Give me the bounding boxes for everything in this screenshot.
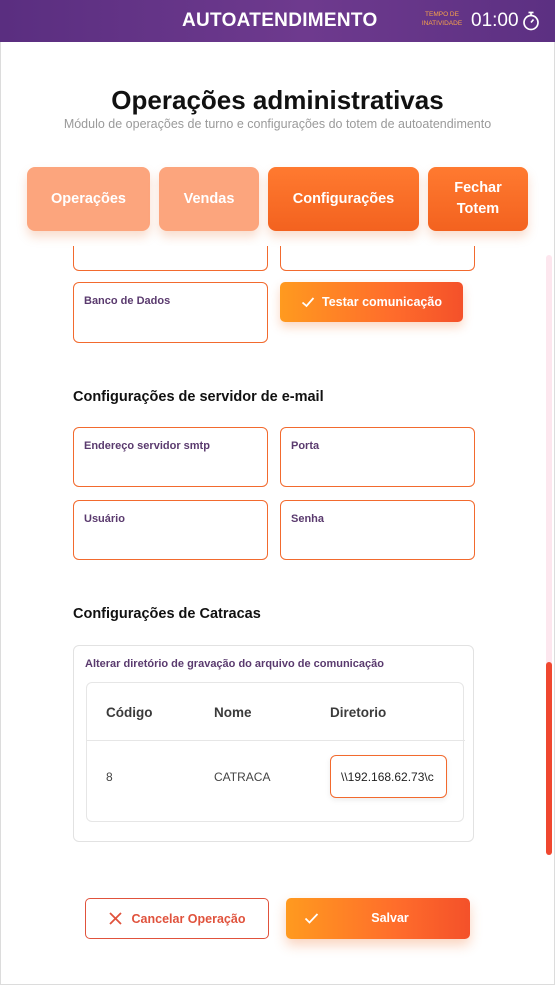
save-label: Salvar: [371, 911, 409, 925]
directory-input[interactable]: [330, 755, 447, 798]
save-button[interactable]: [286, 898, 470, 939]
email-section-heading: Configurações de servidor de e-mail: [73, 389, 324, 405]
turnstile-table: [86, 682, 464, 822]
stopwatch-icon: [522, 11, 540, 31]
user-label: Usuário: [84, 513, 125, 525]
database-field[interactable]: [73, 282, 268, 343]
smtp-server-label: Endereço servidor smtp: [84, 440, 210, 452]
close-icon: [109, 912, 122, 925]
scrolled-field-left[interactable]: [73, 246, 268, 271]
test-connection-button[interactable]: [280, 282, 463, 322]
database-field-label: Banco de Dados: [84, 295, 171, 307]
port-label: Porta: [291, 440, 320, 452]
table-header-row: [87, 683, 465, 741]
password-label: Senha: [291, 513, 325, 525]
cancel-label: Cancelar Operação: [131, 911, 246, 926]
column-header-codigo: Código: [106, 705, 153, 720]
inactivity-timer: 01:00: [471, 10, 519, 31]
tab-configuracoes[interactable]: Configurações: [268, 167, 419, 231]
tab-fechar-totem[interactable]: [428, 167, 528, 231]
cancel-button[interactable]: [85, 898, 269, 939]
cell-codigo: 8: [106, 770, 113, 784]
user-field[interactable]: [73, 500, 268, 560]
turnstile-hint: Alterar diretório de gravação do arquivo de comunicação: [85, 658, 384, 670]
inactivity-label: TEMPO DE INATIVIDADE: [421, 11, 463, 27]
turnstile-section-heading: Configurações de Catracas: [73, 606, 261, 622]
tab-fechar-totem-label: Fechar Totem: [454, 180, 502, 217]
smtp-server-field[interactable]: [73, 427, 268, 487]
tab-vendas[interactable]: Vendas: [159, 167, 259, 231]
tab-operacoes[interactable]: Operações: [27, 167, 150, 231]
page-title: Operações administrativas: [111, 85, 444, 115]
cell-nome: CATRACA: [214, 770, 271, 784]
page-subtitle: Módulo de operações de turno e configurações do totem de autoatendimento: [63, 117, 492, 131]
scrolled-field-right[interactable]: [280, 246, 475, 271]
port-field[interactable]: [280, 427, 475, 487]
turnstile-card: [73, 645, 474, 842]
check-icon: [301, 295, 315, 309]
column-header-nome: Nome: [214, 705, 252, 720]
test-connection-label: Testar comunicação: [322, 295, 442, 309]
password-field[interactable]: [280, 500, 475, 560]
app-title: AUTOATENDIMENTO: [182, 10, 378, 31]
top-bar: [0, 0, 555, 42]
column-header-diretorio: Diretorio: [330, 705, 387, 720]
scrollbar-thumb[interactable]: [546, 662, 552, 855]
